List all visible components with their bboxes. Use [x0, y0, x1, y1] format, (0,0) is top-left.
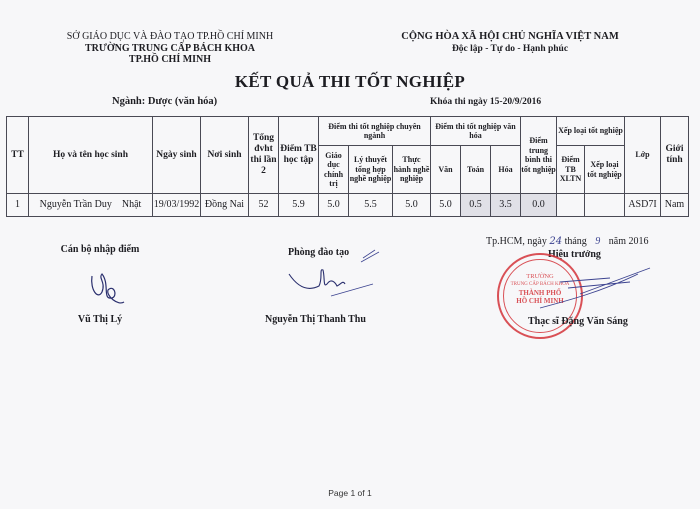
table-row — [7, 194, 689, 217]
cell-xltn-tb — [557, 194, 585, 217]
major-label: Ngành: Dược (văn hóa) — [112, 96, 218, 107]
principal-role: Hiệu trưởng — [548, 249, 601, 260]
header-tt: TT — [7, 117, 29, 194]
header-xltn-tb: Điểm TB XLTN — [557, 146, 585, 194]
place-date — [486, 236, 649, 247]
place-date-month-label: tháng — [564, 236, 587, 247]
header-gdct: Giáo dục chính trị — [319, 146, 349, 194]
cell-dob: 19/03/1992 — [153, 194, 201, 217]
signature-mark-entry — [88, 270, 128, 305]
cell-hoa: 3.5 — [491, 194, 521, 217]
stamp-line-3: THÀNH PHỐ — [518, 289, 562, 297]
cell-gender: Nam — [661, 194, 689, 217]
country-name: CỘNG HÒA XÃ HỘI CHỦ NGHĨA VIỆT NAM — [401, 31, 619, 42]
results-table — [6, 116, 689, 217]
motto: Độc lập - Tự do - Hạnh phúc — [451, 44, 569, 54]
cell-birthplace: Đồng Nai — [201, 194, 249, 217]
document-title: KẾT QUẢ THI TỐT NGHIỆP — [234, 72, 466, 91]
header-credits: Tổng đvht thi lần 2 — [249, 117, 279, 194]
place-date-day: 24 — [549, 236, 563, 247]
cell-ly-thuyet: 5.5 — [349, 194, 393, 217]
page-number: Page 1 of 1 — [328, 488, 372, 498]
school-city: TP.HỒ CHÍ MINH — [128, 54, 212, 65]
training-office-role: Phòng đào tạo — [288, 247, 350, 258]
signature-mark-principal — [520, 262, 660, 312]
header-specialty-group: Điểm thi tốt nghiệp chuyên ngành — [319, 117, 431, 146]
header-toan: Toán — [461, 146, 491, 194]
cell-gpa: 5.9 — [279, 194, 319, 217]
header-birthplace: Nơi sinh — [201, 117, 249, 194]
header-avg: Điểm trung bình thi tốt nghiệp — [521, 117, 557, 194]
header-dob: Ngày sinh — [153, 117, 201, 194]
stamp-line-4: HỒ CHÍ MINH — [516, 297, 564, 305]
cell-avg: 0.0 — [521, 194, 557, 217]
entry-officer-role: Cán bộ nhập điểm — [60, 244, 140, 255]
cell-van: 5.0 — [431, 194, 461, 217]
header-rank-group: Xếp loại tốt nghiệp — [557, 117, 625, 146]
header-xep-loai: Xếp loại tốt nghiệp — [585, 146, 625, 194]
stamp-line-1: TRƯỜNG — [526, 273, 554, 280]
entry-officer-name: Vũ Thị Lý — [77, 314, 123, 325]
cell-name: Nguyễn Trần Duy Nhật — [29, 194, 153, 217]
header-name: Họ và tên học sinh — [29, 117, 153, 194]
training-office-name: Nguyễn Thị Thanh Thu — [265, 314, 366, 325]
cell-tt: 1 — [7, 194, 29, 217]
department-name: SỞ GIÁO DỤC VÀ ĐÀO TẠO TP.HỒ CHÍ MINH — [66, 31, 274, 42]
header-van: Văn — [431, 146, 461, 194]
national-motto-block — [370, 31, 650, 55]
header-gpa: Điểm TB học tập — [279, 117, 319, 194]
cell-credits: 52 — [249, 194, 279, 217]
school-name: TRƯỜNG TRUNG CẤP BÁCH KHOA — [84, 42, 255, 54]
cell-gdct: 5.0 — [319, 194, 349, 217]
cell-xep-loai — [585, 194, 625, 217]
signature-mark-training — [283, 248, 383, 303]
cell-class: ASD7I — [625, 194, 661, 217]
stamp-line-2: TRUNG CẤP BÁCH KHOA — [510, 282, 570, 287]
cell-thuc-hanh: 5.0 — [393, 194, 431, 217]
exam-session: Khóa thi ngày 15-20/9/2016 — [430, 97, 542, 107]
principal-name: Thạc sĩ Đặng Văn Sáng — [528, 316, 628, 327]
place-date-year: năm 2016 — [608, 236, 649, 247]
place-date-month: 9 — [595, 236, 601, 247]
cell-toan: 0.5 — [461, 194, 491, 217]
header-culture-group: Điểm thi tốt nghiệp văn hóa — [431, 117, 521, 146]
header-thuc-hanh: Thực hành nghề nghiệp — [393, 146, 431, 194]
place-date-prefix: Tp.HCM, ngày — [486, 236, 547, 247]
header-ly-thuyet: Lý thuyết tổng hợp nghề nghiệp — [349, 146, 393, 194]
header-hoa: Hóa — [491, 146, 521, 194]
header-gender: Giới tính — [661, 117, 689, 194]
issuer-block — [0, 31, 340, 66]
header-class: Lớp — [625, 117, 661, 194]
